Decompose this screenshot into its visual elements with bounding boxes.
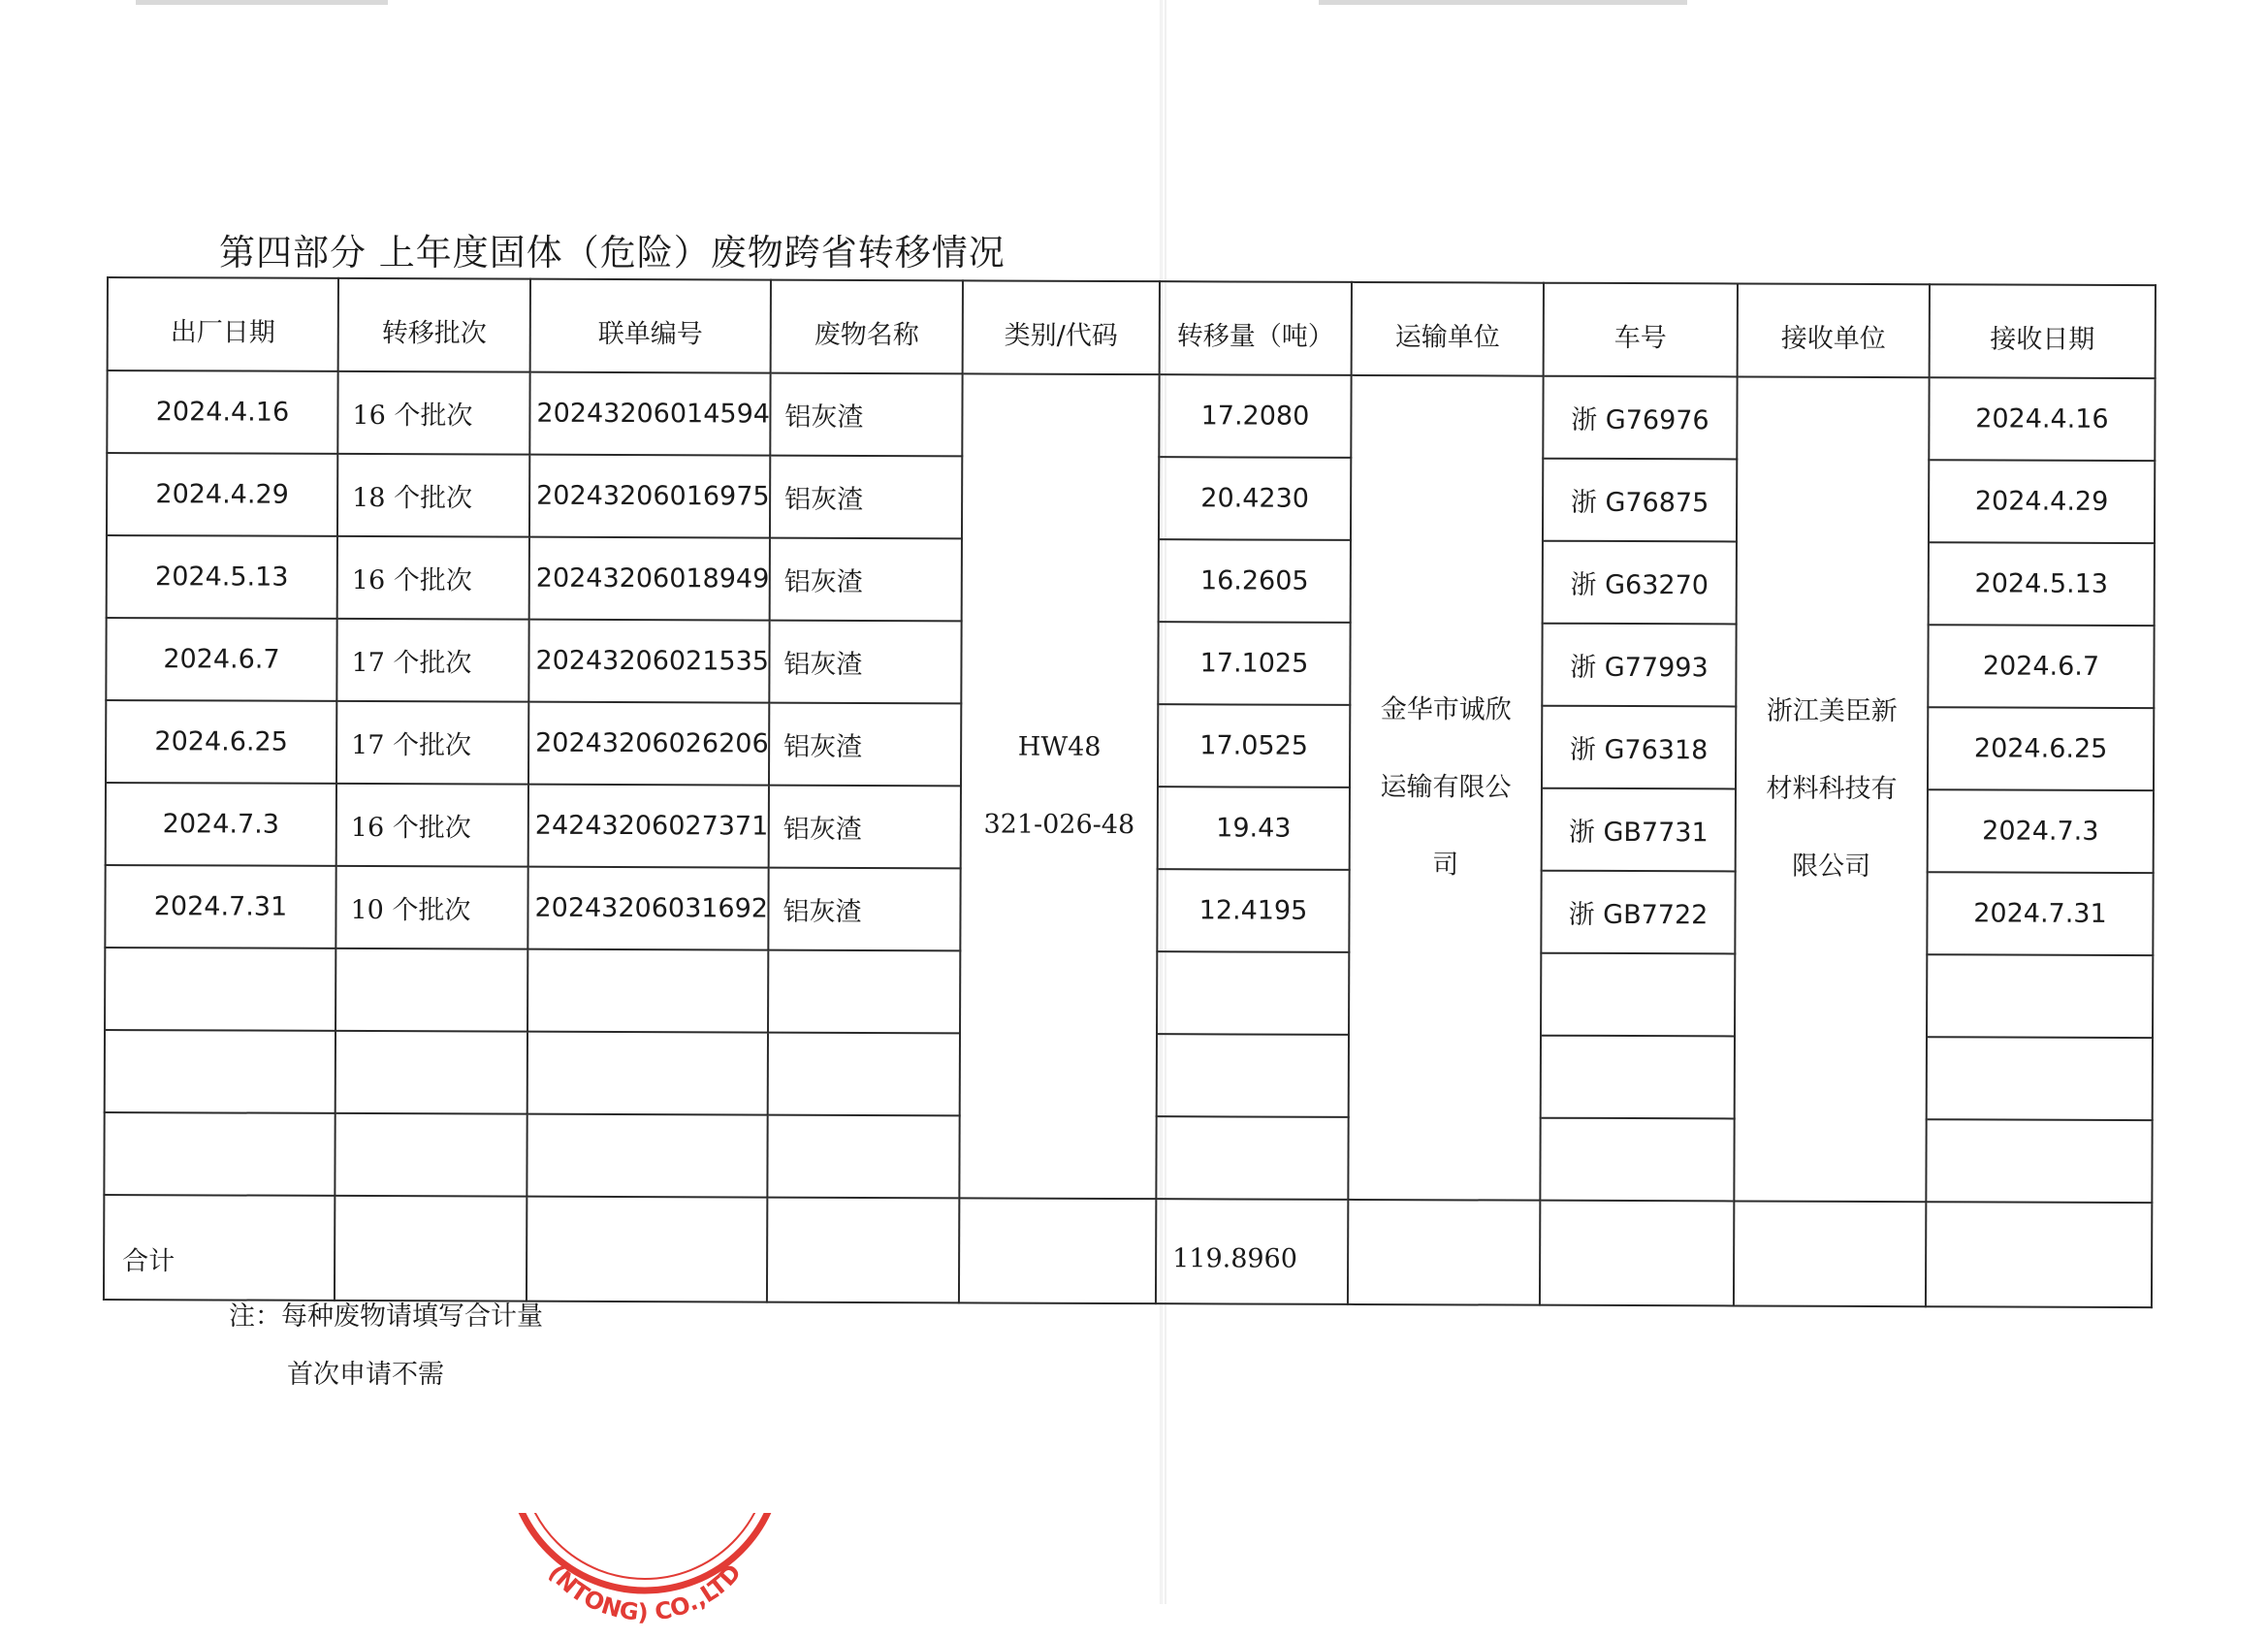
receiver-cell — [1734, 376, 1929, 1202]
quantity-cell: 16.2605 — [1159, 539, 1351, 623]
quantity-cell: 17.2080 — [1159, 374, 1351, 458]
empty-cell — [1348, 1200, 1540, 1305]
empty-cell — [1156, 1116, 1348, 1200]
receiver-line: 材料科技有 — [1766, 773, 1898, 805]
empty-cell — [1541, 1036, 1735, 1119]
ship-date-cell: 2024.7.3 — [106, 783, 336, 866]
empty-cell — [105, 1030, 335, 1113]
receiver-line: 限公司 — [1792, 851, 1871, 882]
table-header-row — [108, 277, 2156, 378]
waste-name-cell: 铝灰渣 — [769, 786, 961, 869]
total-row — [104, 1195, 2152, 1307]
plate-cell: 浙 G76976 — [1543, 376, 1737, 460]
empty-cell — [1734, 1201, 1926, 1306]
batch-cell: 10 个批次 — [335, 866, 527, 949]
manifest-cell: 20243206014594 — [529, 372, 770, 456]
waste-name-cell: 铝灰渣 — [770, 538, 962, 622]
empty-cell — [767, 1115, 959, 1199]
header-receive-date: 接收日期 — [1930, 284, 2156, 378]
header-batch: 转移批次 — [338, 278, 530, 372]
table-row — [107, 370, 2155, 461]
quantity-cell: 17.1025 — [1158, 622, 1350, 705]
empty-cell — [1541, 953, 1735, 1037]
ship-date-cell: 2024.4.29 — [107, 453, 337, 536]
quantity-cell: 12.4195 — [1157, 869, 1349, 952]
empty-cell — [527, 949, 768, 1033]
batch-cell: 16 个批次 — [337, 371, 529, 455]
ship-date-cell: 2024.4.16 — [107, 370, 337, 454]
waste-name-cell: 铝灰渣 — [770, 456, 962, 539]
plate-cell: 浙 G77993 — [1542, 624, 1736, 707]
ship-date-cell: 2024.7.31 — [105, 865, 335, 948]
document-title: 第四部分 上年度固体（危险）废物跨省转移情况 — [219, 232, 1006, 273]
category-code-cell — [959, 373, 1159, 1199]
receive-date-cell: 2024.5.13 — [1929, 542, 2155, 626]
quantity-cell: 17.0525 — [1158, 704, 1350, 787]
batch-cell: 17 个批次 — [336, 619, 528, 702]
header-ship-date: 出厂日期 — [108, 277, 338, 371]
batch-cell: 18 个批次 — [337, 454, 529, 537]
note-line: 注：每种废物请填写合计量 — [229, 1302, 543, 1332]
manifest-cell: 20243206018949 — [529, 537, 770, 621]
empty-cell — [335, 1113, 527, 1197]
empty-cell — [1540, 1201, 1734, 1306]
waste-transfer-table — [103, 276, 2156, 1308]
empty-cell — [1927, 954, 2153, 1038]
note-line: 首次申请不需 — [287, 1360, 444, 1390]
receive-date-cell: 2024.7.3 — [1928, 789, 2154, 873]
empty-cell — [1157, 1034, 1349, 1117]
header-category-code: 类别/代码 — [963, 280, 1160, 374]
empty-cell — [1927, 1037, 2153, 1120]
quantity-cell: 20.4230 — [1159, 457, 1351, 540]
receive-date-cell: 2024.7.31 — [1927, 872, 2153, 955]
header-plate: 车号 — [1544, 283, 1738, 377]
header-manifest-no: 联单编号 — [530, 279, 771, 373]
empty-cell — [527, 1032, 768, 1115]
empty-cell — [104, 1112, 335, 1196]
company-seal — [504, 1513, 785, 1626]
empty-cell — [767, 1198, 959, 1303]
receive-date-cell: 2024.6.7 — [1928, 625, 2154, 708]
manifest-cell: 24243206027371 — [528, 785, 769, 868]
total-label: 合计 — [104, 1195, 335, 1301]
waste-name-cell: 铝灰渣 — [770, 373, 962, 457]
header-waste-name: 废物名称 — [771, 280, 963, 374]
waste-name-cell: 铝灰渣 — [769, 703, 961, 787]
total-quantity: 119.8960 — [1156, 1199, 1348, 1304]
empty-cell — [1926, 1202, 2152, 1307]
empty-cell — [959, 1198, 1156, 1303]
empty-cell — [768, 1033, 960, 1116]
category-code-line: 321-026-48 — [983, 809, 1135, 841]
scan-edge-mark — [1319, 0, 1687, 5]
empty-cell — [335, 1196, 527, 1302]
seal-text: (NTONG) CO.,LTD — [543, 1559, 748, 1626]
empty-cell — [1157, 951, 1349, 1035]
ship-date-cell: 2024.5.13 — [107, 535, 337, 619]
waste-name-cell: 铝灰渣 — [769, 621, 961, 704]
category-code-line: HW48 — [1017, 731, 1102, 762]
empty-cell — [768, 950, 960, 1034]
receive-date-cell: 2024.6.25 — [1928, 707, 2154, 790]
empty-cell — [1540, 1118, 1734, 1202]
plate-cell: 浙 GB7722 — [1541, 871, 1735, 954]
plate-cell: 浙 GB7731 — [1542, 788, 1736, 872]
receive-date-cell: 2024.4.16 — [1929, 377, 2155, 461]
carrier-line: 运输有限公 — [1380, 772, 1512, 803]
manifest-cell: 20243206016975 — [529, 455, 770, 538]
carrier-line: 司 — [1432, 850, 1459, 881]
empty-cell — [335, 1031, 527, 1114]
quantity-cell: 19.43 — [1158, 787, 1350, 870]
seal-graphic — [504, 1513, 785, 1639]
manifest-cell: 20243206026206 — [528, 702, 769, 786]
ship-date-cell: 2024.6.7 — [106, 618, 336, 701]
manifest-cell: 20243206021535 — [528, 620, 769, 703]
header-quantity: 转移量（吨） — [1160, 281, 1352, 375]
empty-cell — [1926, 1119, 2152, 1203]
receive-date-cell: 2024.4.29 — [1929, 460, 2155, 543]
scan-edge-mark — [136, 0, 388, 5]
batch-cell: 17 个批次 — [336, 701, 528, 785]
header-carrier: 运输单位 — [1352, 282, 1544, 376]
plate-cell: 浙 G76875 — [1543, 459, 1737, 542]
batch-cell: 16 个批次 — [336, 784, 528, 867]
empty-cell — [335, 948, 527, 1032]
manifest-cell: 20243206031692 — [527, 867, 768, 950]
receiver-line: 浙江美臣新 — [1766, 695, 1898, 727]
empty-cell — [527, 1114, 767, 1198]
carrier-cell — [1348, 375, 1543, 1201]
empty-cell — [105, 948, 335, 1031]
empty-cell — [527, 1197, 767, 1302]
plate-cell: 浙 G76318 — [1542, 706, 1736, 789]
plate-cell: 浙 G63270 — [1543, 541, 1737, 625]
batch-cell: 16 个批次 — [337, 536, 529, 620]
carrier-line: 金华市诚欣 — [1380, 694, 1512, 725]
ship-date-cell: 2024.6.25 — [106, 700, 336, 784]
header-receiver: 接收单位 — [1738, 283, 1930, 377]
waste-name-cell: 铝灰渣 — [768, 868, 960, 951]
